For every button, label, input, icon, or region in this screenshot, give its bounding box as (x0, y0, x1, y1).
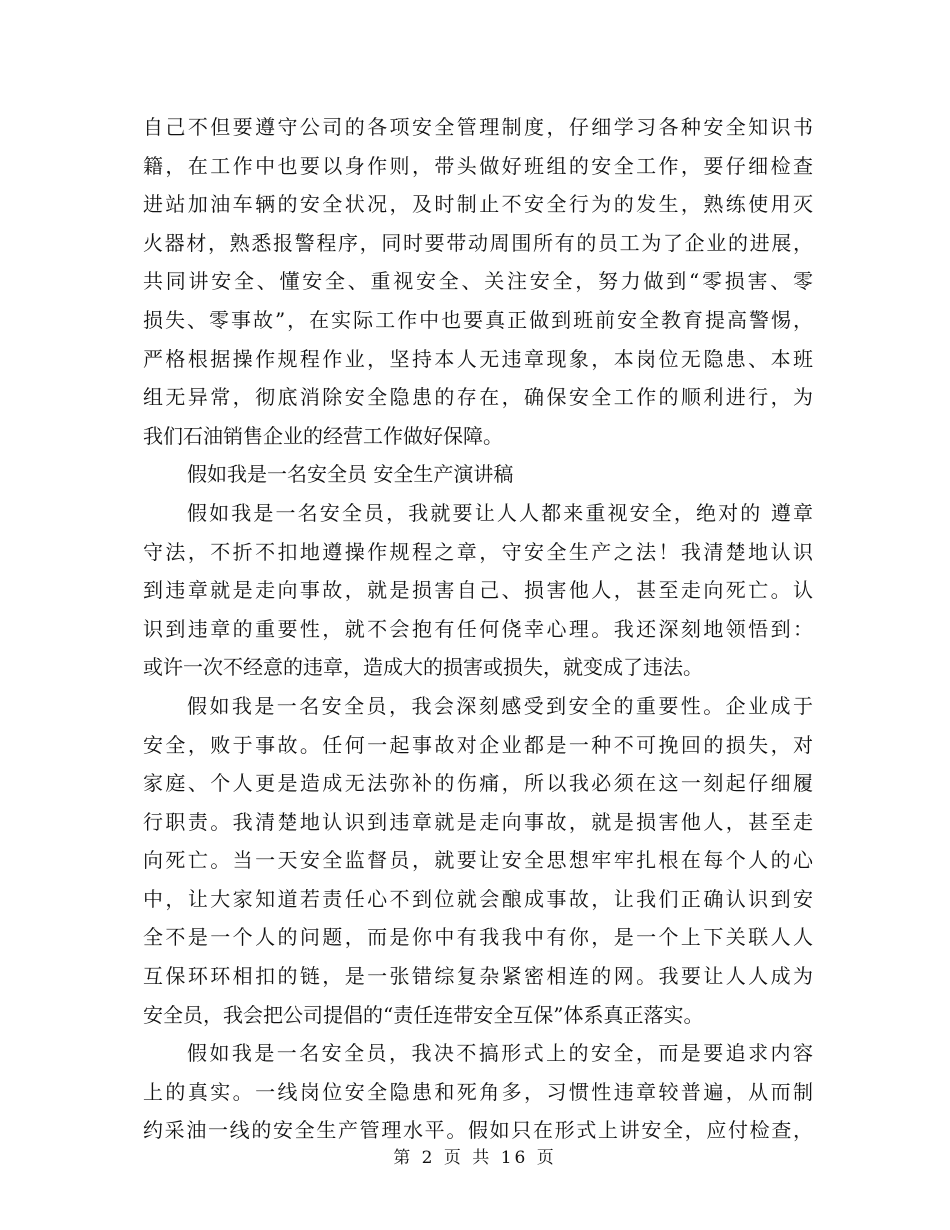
text-line: 或许一次不经意的违章，造成大的损害或损失，就变成了违法。 (143, 655, 703, 680)
text-line: 全不是一个人的问题，而是你中有我我中有你，是一个上下关联人人 (143, 925, 813, 950)
paragraph-first-line: 假如我是一名安全员 安全生产演讲稿 (187, 462, 514, 487)
text-line: 籍，在工作中也要以身作则，带头做好班组的安全工作，要仔细检查 (143, 153, 813, 178)
text-line: 进站加油车辆的安全状况，及时制止不安全行为的发生，熟练使用灭 (143, 192, 813, 217)
text-line: 组无异常，彻底消除安全隐患的存在，确保安全工作的顺利进行，为 (143, 385, 813, 410)
text-line: 向死亡。当一天安全监督员，就要让安全思想牢牢扎根在每个人的心 (143, 848, 813, 873)
text-line: 中，让大家知道若责任心不到位就会酿成事故，让我们正确认识到安 (143, 886, 813, 911)
text-line: 安全员，我会把公司提倡的“责任连带安全互保”体系真正落实。 (143, 1002, 704, 1027)
text-line: 到违章就是走向事故，就是损害自己、损害他人，甚至走向死亡。认 (143, 578, 813, 603)
text-line: 互保环环相扣的链，是一张错综复杂紧密相连的网。我要让人人成为 (143, 964, 813, 989)
text-line: 共同讲安全、懂安全、重视安全、关注安全，努力做到“零损害、零 (143, 269, 813, 294)
text-line: 火器材，熟悉报警程序，同时要带动周围所有的员工为了企业的进展， (143, 230, 813, 255)
text-line: 约采油一线的安全生产管理水平。假如只在形式上讲安全，应付检查， (143, 1118, 813, 1143)
text-line: 守法，不折不扣地遵操作规程之章，守安全生产之法！我清楚地认识 (143, 539, 813, 564)
page-number-footer: 第 2 页 共 16 页 (393, 1148, 557, 1168)
text-line: 严格根据操作规程作业，坚持本人无违章现象，本岗位无隐患、本班 (143, 346, 813, 371)
text-line: 自己不但要遵守公司的各项安全管理制度，仔细学习各种安全知识书 (143, 115, 813, 139)
paragraph-first-line: 假如我是一名安全员，我会深刻感受到安全的重要性。企业成于 (187, 693, 813, 718)
paragraph-first-line: 假如我是一名安全员，我就要让人人都来重视安全，绝对的 遵章 (187, 500, 813, 525)
text-line: 上的真实。一线岗位安全隐患和死角多，习惯性违章较普遍，从而制 (143, 1079, 813, 1104)
text-line: 损失、零事故”，在实际工作中也要真正做到班前安全教育提高警惕， (143, 307, 813, 332)
document-body (143, 108, 813, 1150)
text-line: 我们石油销售企业的经营工作做好保障。 (143, 423, 503, 448)
text-line: 安全，败于事故。任何一起事故对企业都是一种不可挽回的损失，对 (143, 732, 813, 757)
paragraph-first-line: 假如我是一名安全员，我决不搞形式上的安全，而是要追求内容 (187, 1041, 813, 1066)
text-line: 行职责。我清楚地认识到违章就是走向事故，就是损害他人，甚至走 (143, 809, 813, 834)
text-line: 家庭、个人更是造成无法弥补的伤痛，所以我必须在这一刻起仔细履 (143, 771, 813, 796)
text-line: 识到违章的重要性，就不会抱有任何侥幸心理。我还深刻地领悟到： (143, 616, 813, 641)
